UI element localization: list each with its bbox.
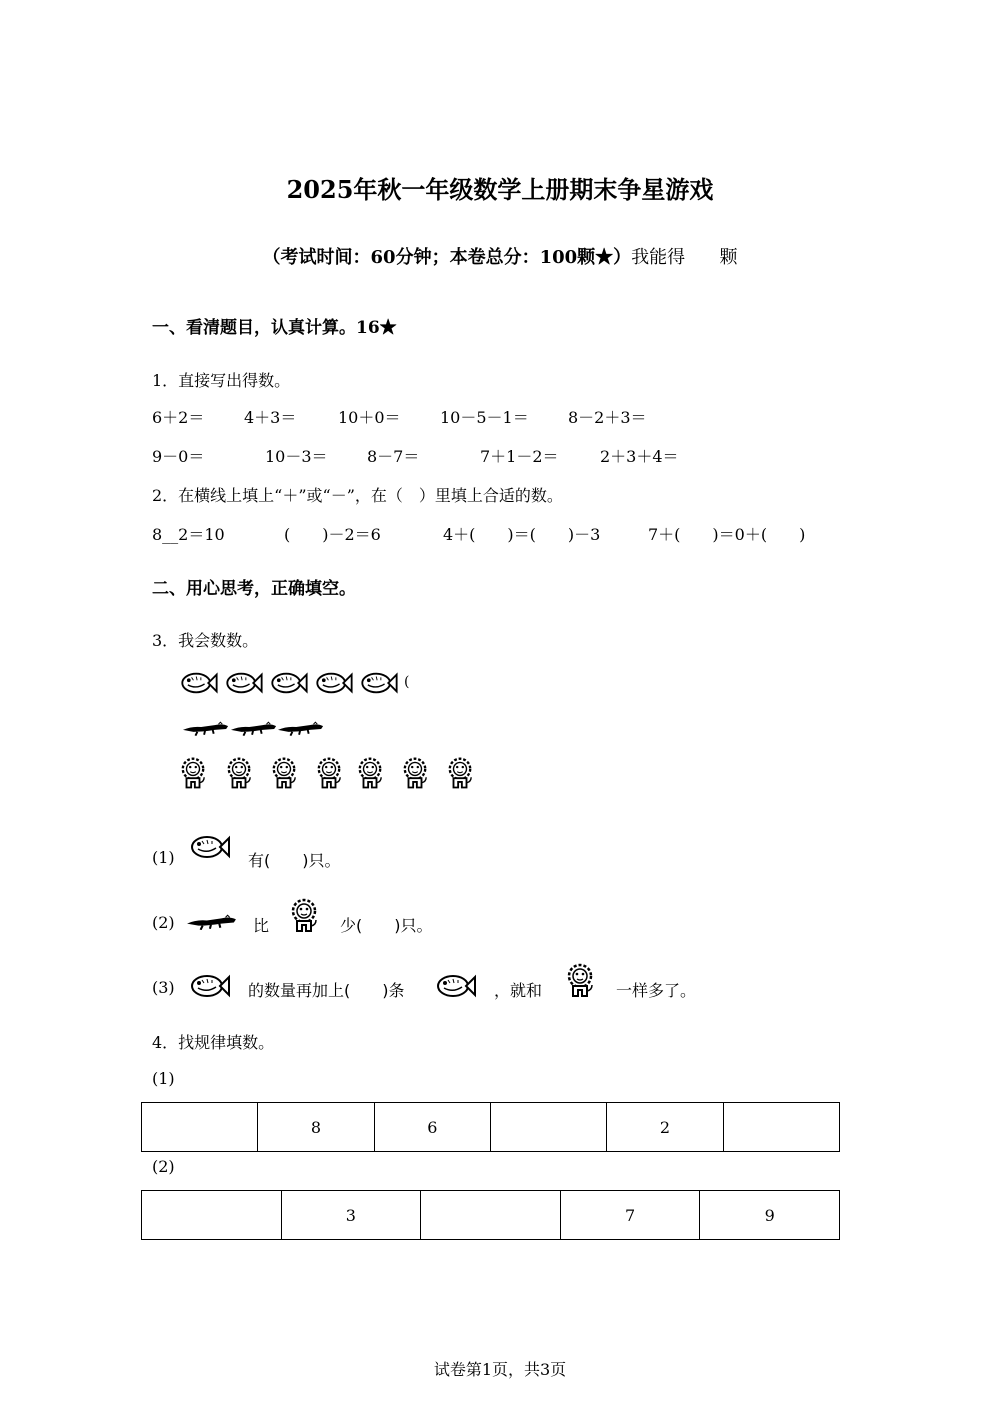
question-1-label: 1．直接写出得数。	[152, 371, 291, 390]
fish-icon	[270, 670, 308, 696]
fill-item: 7＋( )＝0＋( )	[648, 525, 806, 544]
pattern-table-1	[141, 1102, 840, 1152]
sub-question-text: ，就和	[494, 981, 543, 1000]
page-title: 2025年秋一年级数学上册期末争星游戏	[286, 175, 714, 204]
pattern-cell-blank[interactable]	[142, 1191, 282, 1240]
pattern-cell: 3	[281, 1191, 421, 1240]
sub-question-text: 的数量再加上( )条	[248, 981, 405, 1000]
exam-time-and-score: （考试时间：60分钟；本卷总分：100颗★）	[262, 247, 632, 268]
lion-icon	[447, 757, 473, 792]
sub-question-number: (3)	[152, 978, 175, 997]
pattern-cell-blank[interactable]	[142, 1103, 258, 1152]
fish-icon	[315, 670, 353, 696]
calc-item: 7＋1－2＝	[480, 447, 559, 466]
pattern-2-number: (2)	[152, 1157, 175, 1176]
lion-icon	[180, 757, 206, 792]
lion-icon	[402, 757, 428, 792]
calc-item: 10－3＝	[265, 447, 328, 466]
pattern-table-2	[141, 1190, 840, 1240]
calc-item: 10＋0＝	[338, 408, 401, 427]
sub-question-number: (2)	[152, 913, 175, 932]
calc-item: 6＋2＝	[152, 408, 205, 427]
fish-icon	[360, 670, 398, 696]
lion-icon	[316, 757, 342, 792]
clipped-edge: (	[404, 674, 410, 690]
earned-stars: 我能得 颗	[631, 247, 738, 268]
crocodile-icon	[230, 720, 278, 736]
crocodile-icon	[182, 720, 230, 736]
pattern-cell: 2	[607, 1103, 723, 1152]
sub-question-text: 有( )只。	[248, 851, 341, 870]
calc-item: 4＋3＝	[244, 408, 297, 427]
pattern-cell-blank[interactable]	[490, 1103, 606, 1152]
lion-icon	[290, 898, 318, 936]
pattern-cell: 6	[374, 1103, 490, 1152]
pattern-1-number: (1)	[152, 1069, 175, 1088]
question-4-label: 4．找规律填数。	[152, 1033, 275, 1052]
crocodile-icon	[277, 720, 325, 736]
sub-question-text: 一样多了。	[616, 981, 697, 1000]
page-footer: 试卷第1页，共3页	[433, 1360, 567, 1379]
crocodile-icon	[186, 913, 238, 930]
lion-icon	[226, 757, 252, 792]
sub-question-text: 比	[253, 916, 270, 935]
fish-icon	[180, 670, 218, 696]
lion-icon	[271, 757, 297, 792]
pattern-cell: 7	[560, 1191, 700, 1240]
lion-icon	[357, 757, 383, 792]
pattern-cell-blank[interactable]	[723, 1103, 839, 1152]
question-2-label: 2．在横线上填上“＋”或“－”，在（ ）里填上合适的数。	[152, 486, 563, 505]
sub-question-text: 少( )只。	[340, 916, 433, 935]
calc-item: 8－2＋3＝	[568, 408, 647, 427]
calc-item: 9－0＝	[152, 447, 205, 466]
calc-item: 10－5－1＝	[440, 408, 529, 427]
sub-question-number: (1)	[152, 848, 175, 867]
section-1-heading: 一、看清题目，认真计算。16★	[152, 318, 397, 338]
pattern-cell: 8	[258, 1103, 374, 1152]
lion-icon	[566, 963, 594, 1001]
calc-item: 8－7＝	[367, 447, 420, 466]
pattern-cell: 9	[700, 1191, 840, 1240]
fill-item: 8__2＝10	[152, 525, 225, 544]
question-3-label: 3．我会数数。	[152, 631, 259, 650]
section-2-heading: 二、用心思考，正确填空。	[152, 579, 356, 599]
fish-icon	[190, 833, 230, 861]
fill-item: 4＋( )＝( )－3	[443, 525, 601, 544]
fish-icon	[225, 670, 263, 696]
fish-icon	[190, 972, 230, 1000]
fill-item: ( )－2＝6	[284, 525, 381, 544]
pattern-cell-blank[interactable]	[421, 1191, 561, 1240]
fish-icon	[436, 972, 476, 1000]
calc-item: 2＋3＋4＝	[600, 447, 679, 466]
exam-info	[0, 243, 1000, 269]
